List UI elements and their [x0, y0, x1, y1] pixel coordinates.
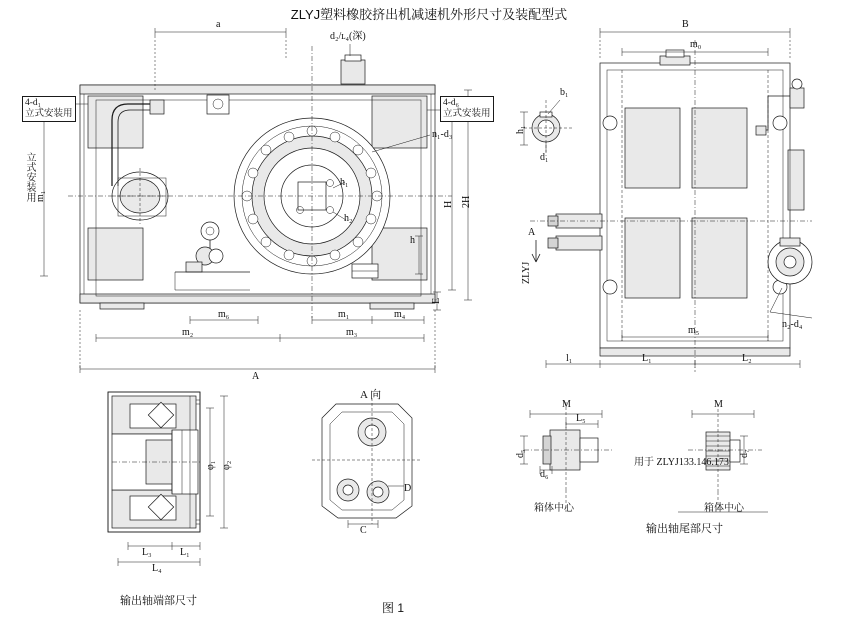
- label-l1: l₁: [566, 353, 573, 364]
- label-h: h: [410, 235, 415, 246]
- label-phi1: φ₁: [205, 460, 216, 470]
- mount-left-tag: 4-d₁: [25, 98, 41, 108]
- label-L1-sec: L₁: [180, 547, 190, 558]
- label-B: B: [682, 19, 689, 30]
- label-phi2: φ₂: [221, 460, 232, 470]
- tail-right-title: 箱体中心: [704, 503, 744, 514]
- mount-right-note: 立式安装用: [443, 108, 491, 119]
- section-left-title: 输出轴端部尺寸: [120, 595, 197, 607]
- tail-left-group: [524, 399, 612, 490]
- label-m4: m₄: [394, 309, 406, 320]
- mount-right-tag: 4-d₆: [443, 98, 459, 108]
- label-d1: d₁: [540, 152, 549, 163]
- mount-note-left: [22, 96, 76, 122]
- label-zlyj: ZLYJ: [521, 261, 532, 284]
- label-m1-vertical: m₁: [35, 190, 46, 202]
- label-L4: L₄: [152, 563, 162, 574]
- label-h1-side: h₁: [515, 125, 526, 134]
- shaft-end-section-group: [108, 392, 200, 532]
- label-h1: h₁: [340, 177, 349, 188]
- mount-note-side: 立式安装用: [24, 152, 35, 202]
- label-n1-d3: n₁-d₃: [432, 129, 453, 140]
- label-L1: L₁: [642, 353, 652, 364]
- label-d5: d₅: [515, 449, 526, 458]
- label-D: D: [404, 483, 412, 494]
- label-M-right: M: [714, 399, 723, 410]
- label-d2-l4: d₂/ʟ₄(深): [330, 31, 366, 42]
- figure-caption: 图 1: [382, 601, 405, 615]
- view-a-group: [312, 398, 422, 524]
- tail-left-title: 箱体中心: [534, 503, 574, 514]
- front-view-group: [68, 46, 452, 318]
- label-A-overall: A: [252, 371, 260, 382]
- label-M-left: M: [562, 399, 571, 410]
- mount-note-right: [440, 96, 494, 122]
- label-d7: d₇: [739, 449, 750, 458]
- label-L3: L₃: [142, 547, 152, 558]
- label-C: C: [360, 525, 367, 536]
- label-A-arrow: A: [528, 227, 536, 238]
- label-m0: m₀: [690, 39, 702, 50]
- label-m1: m₁: [338, 309, 350, 320]
- tail-right-group: [688, 404, 762, 492]
- label-b1: b₁: [560, 87, 569, 98]
- label-n2-d4: n₂-d₄: [782, 319, 803, 330]
- label-E: E: [431, 297, 442, 304]
- label-h2: h₂: [344, 213, 353, 224]
- label-m5-side: m₅: [688, 325, 700, 336]
- label-m3: m₃: [346, 327, 358, 338]
- label-H: H: [443, 200, 454, 208]
- label-a: a: [216, 19, 221, 30]
- label-m2: m₂: [182, 327, 194, 338]
- label-d6: d₆: [540, 469, 549, 480]
- label-2H: 2H: [461, 195, 472, 208]
- tail-right-note: 用于 ZLYJ133.146.173: [634, 457, 729, 468]
- label-m6: m₆: [218, 309, 230, 320]
- label-L5: L₅: [576, 413, 586, 424]
- label-L2: L₂: [742, 353, 752, 364]
- tail-caption: 输出轴尾部尺寸: [646, 523, 723, 535]
- figure-title: ZLYJ塑料橡胶挤出机减速机外形尺寸及装配型式: [290, 7, 568, 22]
- view-a-title: A 向: [360, 389, 382, 401]
- mount-left-note: 立式安装用: [25, 108, 73, 119]
